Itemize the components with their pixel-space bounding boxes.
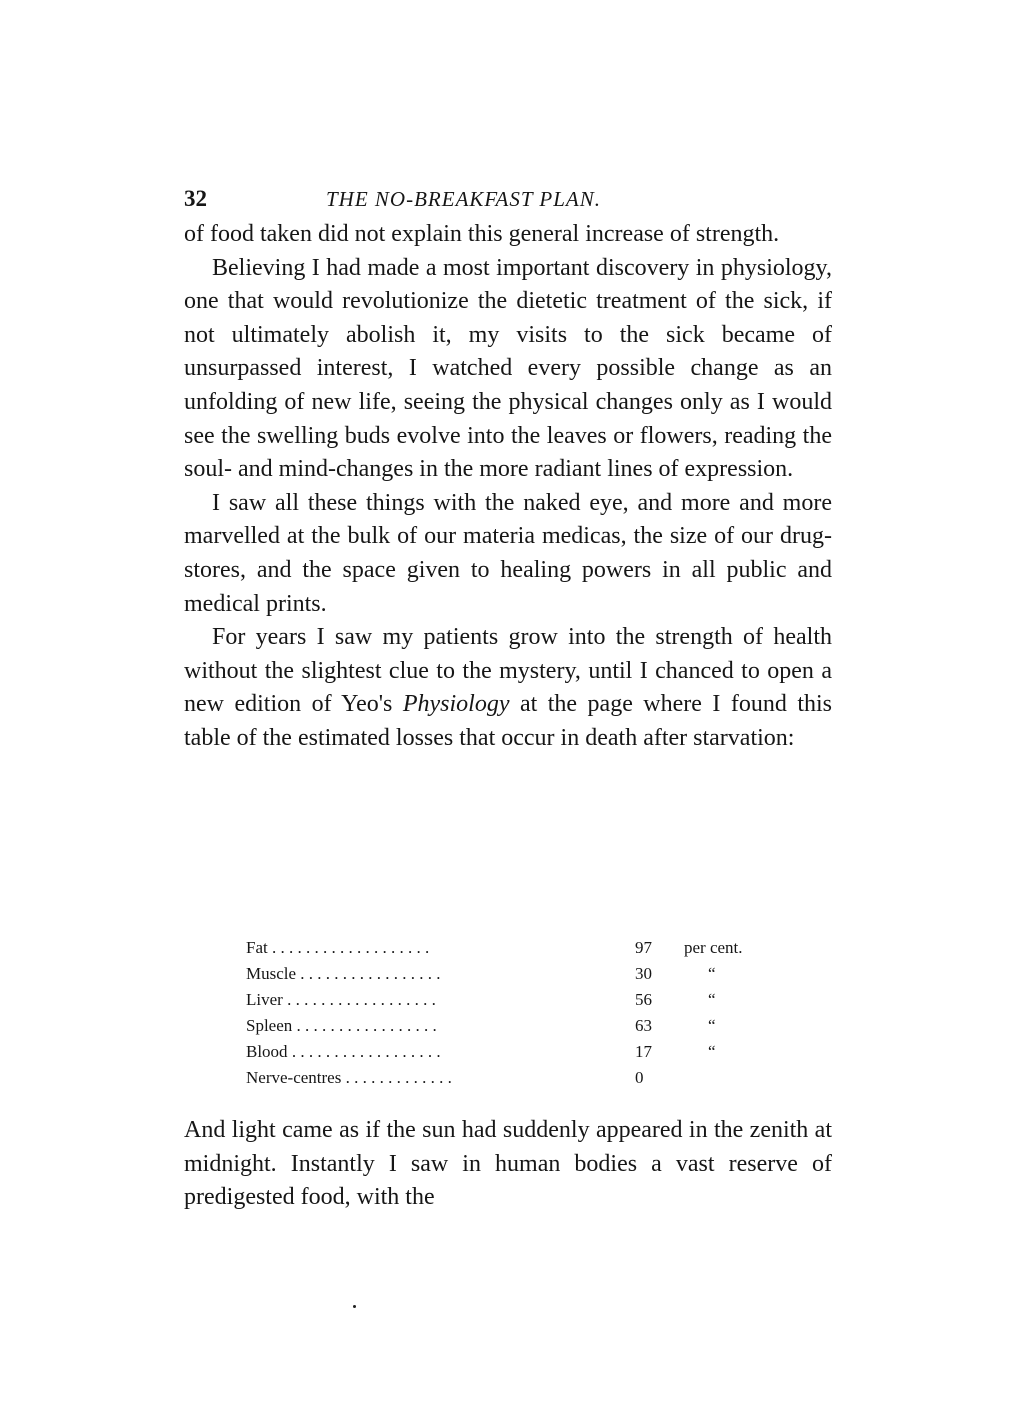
row-value: 97: [635, 938, 652, 957]
leader-dots: . . . . . . . . . . . . .: [345, 1068, 452, 1087]
row-label: Muscle . . . . . . . . . . . . . . . . .: [246, 964, 441, 983]
leader-dots: . . . . . . . . . . . . . . . . . . .: [271, 938, 430, 957]
row-value: 0: [635, 1068, 644, 1087]
leader-dots: . . . . . . . . . . . . . . . . .: [300, 964, 441, 983]
leader-dots: . . . . . . . . . . . . . . . . .: [296, 1016, 437, 1035]
row-label: Liver . . . . . . . . . . . . . . . . . .: [246, 990, 436, 1009]
table-row: [246, 1065, 786, 1091]
row-label: Nerve-centres . . . . . . . . . . . . .: [246, 1068, 452, 1087]
row-value: 56: [635, 990, 652, 1009]
book-title-physiology: Physiology: [402, 691, 510, 718]
paragraph-3: I saw all these things with the naked eye, and more and more marvelled at the bulk of our materia medicas, the size of our drug-stores, and the space given to healing powers in all public and medical prints.: [184, 489, 832, 617]
paragraph-1: of food taken did not explain this general increase of strength.: [184, 221, 780, 247]
row-value: 30: [635, 964, 652, 983]
ditto-mark: “: [708, 1016, 716, 1035]
table-row: [246, 935, 786, 961]
table-row: [246, 1013, 786, 1039]
closing-text: [184, 1114, 832, 1215]
running-head: [184, 186, 834, 216]
table-row: [246, 1039, 786, 1065]
leader-dots: . . . . . . . . . . . . . . . . . .: [291, 1042, 441, 1061]
paragraph-4: [184, 621, 832, 755]
row-label: Spleen . . . . . . . . . . . . . . . . .: [246, 1016, 437, 1035]
running-title: THE NO-BREAKFAST PLAN.: [326, 187, 601, 211]
starvation-losses-table: [246, 935, 786, 1091]
print-speck: [353, 1305, 356, 1308]
row-label: Blood . . . . . . . . . . . . . . . . . .: [246, 1042, 441, 1061]
ditto-mark: “: [708, 1042, 716, 1061]
body-text: [184, 218, 832, 756]
ditto-mark: “: [708, 964, 716, 983]
row-unit: per cent.: [684, 938, 743, 957]
page-number: 32: [184, 186, 207, 211]
leader-dots: . . . . . . . . . . . . . . . . . .: [287, 990, 436, 1009]
paragraph-4-start: For years I saw my patients grow into the strength of health without the slightest clue to the mystery, until I chanced to open a new edition of Yeo's: [184, 624, 832, 718]
ditto-mark: “: [708, 990, 716, 1009]
paragraph-2: Believing I had made a most important discovery in physiology, one that would revolutionize the dietetic treatment of the sick, if not ultimately abolish it, my visits to the sick became of unsurpassed interest, I watched every possible change as an unfolding of new life, seeing the physical changes only as I would see the swelling buds evolve into the leaves or flowers, reading the soul- and mind-changes in the more radiant lines of expression.: [184, 254, 832, 483]
row-label: Fat . . . . . . . . . . . . . . . . . . .: [246, 938, 430, 957]
row-value: 63: [635, 1016, 652, 1035]
table-row: [246, 961, 786, 987]
paragraph-5: And light came as if the sun had suddenly appeared in the zenith at midnight. Instantly I saw in human bodies a vast reserve of predigested food, with the: [184, 1117, 832, 1211]
row-value: 17: [635, 1042, 652, 1061]
paragraph-4-end: at the page where I found this table of the estimated losses that occur in death after starvation:: [184, 691, 832, 751]
table-row: [246, 987, 786, 1013]
